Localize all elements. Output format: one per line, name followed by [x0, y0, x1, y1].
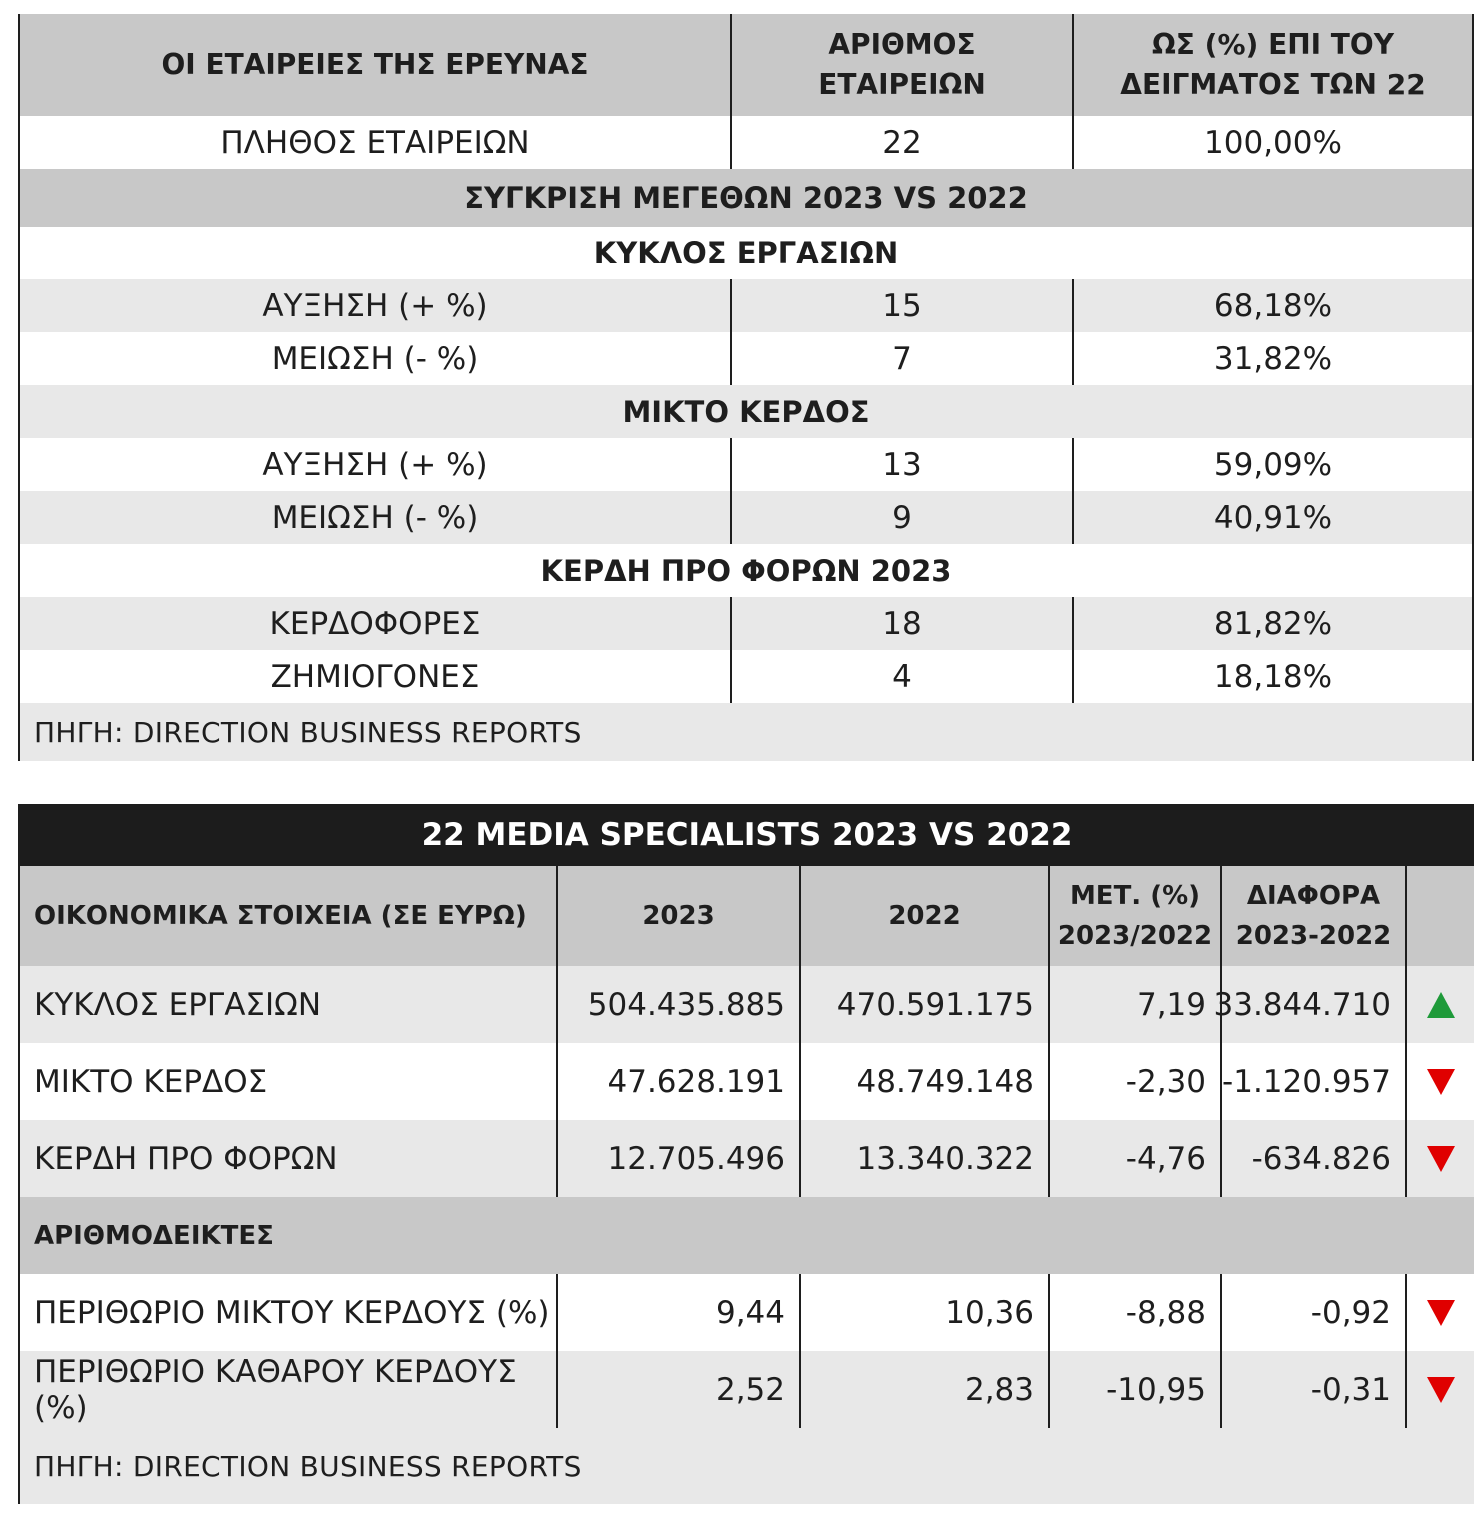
value-difference: -0,92	[1220, 1274, 1405, 1351]
value-2023: 2,52	[556, 1351, 799, 1428]
value-change-pct: -8,88	[1048, 1274, 1220, 1351]
source-note: ΠΗΓΗ: DIRECTION BUSINESS REPORTS	[34, 715, 582, 749]
trend-cell	[1405, 1351, 1474, 1428]
total-row	[20, 116, 1474, 169]
row-count: 13	[730, 438, 1072, 491]
row-percent: 59,09%	[1072, 438, 1472, 491]
company-survey-table	[18, 14, 1474, 761]
value-2023: 9,44	[556, 1274, 799, 1351]
value-2022: 10,36	[799, 1274, 1048, 1351]
row-count: 7	[730, 332, 1072, 385]
table-row	[20, 491, 1474, 544]
value-difference: -1.120.957	[1220, 1043, 1405, 1120]
value-difference: 33.844.710	[1220, 966, 1405, 1043]
row-percent: 18,18%	[1072, 650, 1472, 703]
triangle-down-icon	[1427, 1377, 1455, 1403]
value-change-pct: -2,30	[1048, 1043, 1220, 1120]
financials-title: 22 MEDIA SPECIALISTS 2023 VS 2022	[20, 804, 1474, 866]
row-label: ΠΕΡΙΘΩΡΙΟ ΜΙΚΤΟΥ ΚΕΡΔΟΥΣ (%)	[34, 1294, 550, 1331]
header-percent: ΩΣ (%) ΕΠΙ ΤΟΥ ΔΕΙΓΜΑΤΟΣ ΤΩΝ 22	[1072, 14, 1472, 116]
header-2022: 2022	[799, 866, 1048, 966]
trend-cell	[1405, 1043, 1474, 1120]
table-row	[20, 597, 1474, 650]
section-title-row	[20, 227, 1474, 279]
row-label: ΑΥΞΗΣΗ (+ %)	[262, 446, 488, 483]
trend-cell	[1405, 1120, 1474, 1197]
header-change-pct: ΜΕΤ. (%) 2023/2022	[1048, 866, 1220, 966]
value-2023: 504.435.885	[556, 966, 799, 1043]
value-change-pct: -10,95	[1048, 1351, 1220, 1428]
table-row	[20, 438, 1474, 491]
section-title: ΚΕΡΔΗ ΠΡΟ ΦΟΡΩΝ 2023	[540, 553, 952, 588]
header-difference: ΔΙΑΦΟΡΑ 2023-2022	[1220, 866, 1405, 966]
value-2022: 48.749.148	[799, 1043, 1048, 1120]
value-2022: 470.591.175	[799, 966, 1048, 1043]
header-financial-items: ΟΙΚΟΝΟΜΙΚΑ ΣΤΟΙΧΕΙΑ (ΣΕ ΕΥΡΩ)	[34, 901, 527, 931]
value-difference: -634.826	[1220, 1120, 1405, 1197]
header-count: ΑΡΙΘΜΟΣ ΕΤΑΙΡΕΙΩΝ	[730, 14, 1072, 116]
source-row	[20, 1428, 1474, 1504]
financials-header-row	[20, 866, 1474, 966]
row-label: ΜΙΚΤΟ ΚΕΡΔΟΣ	[34, 1063, 268, 1100]
table-row	[20, 1274, 1474, 1351]
table-row	[20, 332, 1474, 385]
table-row	[20, 1351, 1474, 1428]
ratios-title-row	[20, 1197, 1474, 1274]
row-percent: 81,82%	[1072, 597, 1472, 650]
row-count: 18	[730, 597, 1072, 650]
source-note: ΠΗΓΗ: DIRECTION BUSINESS REPORTS	[34, 1449, 582, 1483]
row-label: ΜΕΙΩΣΗ (- %)	[271, 499, 479, 536]
section-title: ΜΙΚΤΟ ΚΕΡΔΟΣ	[622, 394, 870, 429]
value-change-pct: 7,19	[1048, 966, 1220, 1043]
row-label: ΚΕΡΔΗ ΠΡΟ ΦΟΡΩΝ	[34, 1140, 338, 1177]
value-2023: 47.628.191	[556, 1043, 799, 1120]
row-label: ΖΗΜΙΟΓΟΝΕΣ	[270, 658, 480, 695]
value-2022: 2,83	[799, 1351, 1048, 1428]
triangle-down-icon	[1427, 1069, 1455, 1095]
triangle-down-icon	[1427, 1300, 1455, 1326]
ratios-title: ΑΡΙΘΜΟΔΕΙΚΤΕΣ	[34, 1220, 274, 1251]
value-difference: -0,31	[1220, 1351, 1405, 1428]
financials-banner-row	[20, 804, 1474, 866]
row-percent: 40,91%	[1072, 491, 1472, 544]
section-title: ΚΥΚΛΟΣ ΕΡΓΑΣΙΩΝ	[593, 236, 899, 270]
row-percent: 31,82%	[1072, 332, 1472, 385]
value-2023: 12.705.496	[556, 1120, 799, 1197]
source-row	[20, 703, 1474, 761]
row-count: 15	[730, 279, 1072, 332]
header-companies: ΟΙ ΕΤΑΙΡΕΙΕΣ ΤΗΣ ΕΡΕΥΝΑΣ	[161, 48, 589, 81]
survey-header-row	[20, 14, 1474, 116]
row-label: ΑΥΞΗΣΗ (+ %)	[262, 287, 488, 324]
row-label: ΠΕΡΙΘΩΡΙΟ ΚΑΘΑΡΟΥ ΚΕΡΔΟΥΣ (%)	[34, 1353, 517, 1426]
table-row	[20, 1043, 1474, 1120]
row-percent: 68,18%	[1072, 279, 1472, 332]
triangle-up-icon	[1427, 992, 1455, 1018]
table-row	[20, 279, 1474, 332]
comparison-title: ΣΥΓΚΡΙΣΗ ΜΕΓΕΘΩΝ 2023 VS 2022	[464, 181, 1028, 215]
header-2023: 2023	[556, 866, 799, 966]
value-2022: 13.340.322	[799, 1120, 1048, 1197]
table-row	[20, 966, 1474, 1043]
financials-table	[18, 804, 1474, 1504]
row-label: ΚΕΡΔΟΦΟΡΕΣ	[269, 605, 481, 642]
section-title-row	[20, 544, 1474, 597]
row-label: ΚΥΚΛΟΣ ΕΡΓΑΣΙΩΝ	[34, 986, 322, 1023]
row-count: 4	[730, 650, 1072, 703]
row-count: 9	[730, 491, 1072, 544]
trend-cell	[1405, 966, 1474, 1043]
total-count: 22	[730, 116, 1072, 169]
header-trend	[1405, 866, 1474, 966]
trend-cell	[1405, 1274, 1474, 1351]
total-label: ΠΛΗΘΟΣ ΕΤΑΙΡΕΙΩΝ	[220, 124, 530, 161]
section-title-row	[20, 385, 1474, 438]
table-row	[20, 650, 1474, 703]
comparison-title-row	[20, 169, 1474, 227]
value-change-pct: -4,76	[1048, 1120, 1220, 1197]
total-percent: 100,00%	[1072, 116, 1472, 169]
row-label: ΜΕΙΩΣΗ (- %)	[271, 340, 479, 377]
triangle-down-icon	[1427, 1146, 1455, 1172]
table-row	[20, 1120, 1474, 1197]
